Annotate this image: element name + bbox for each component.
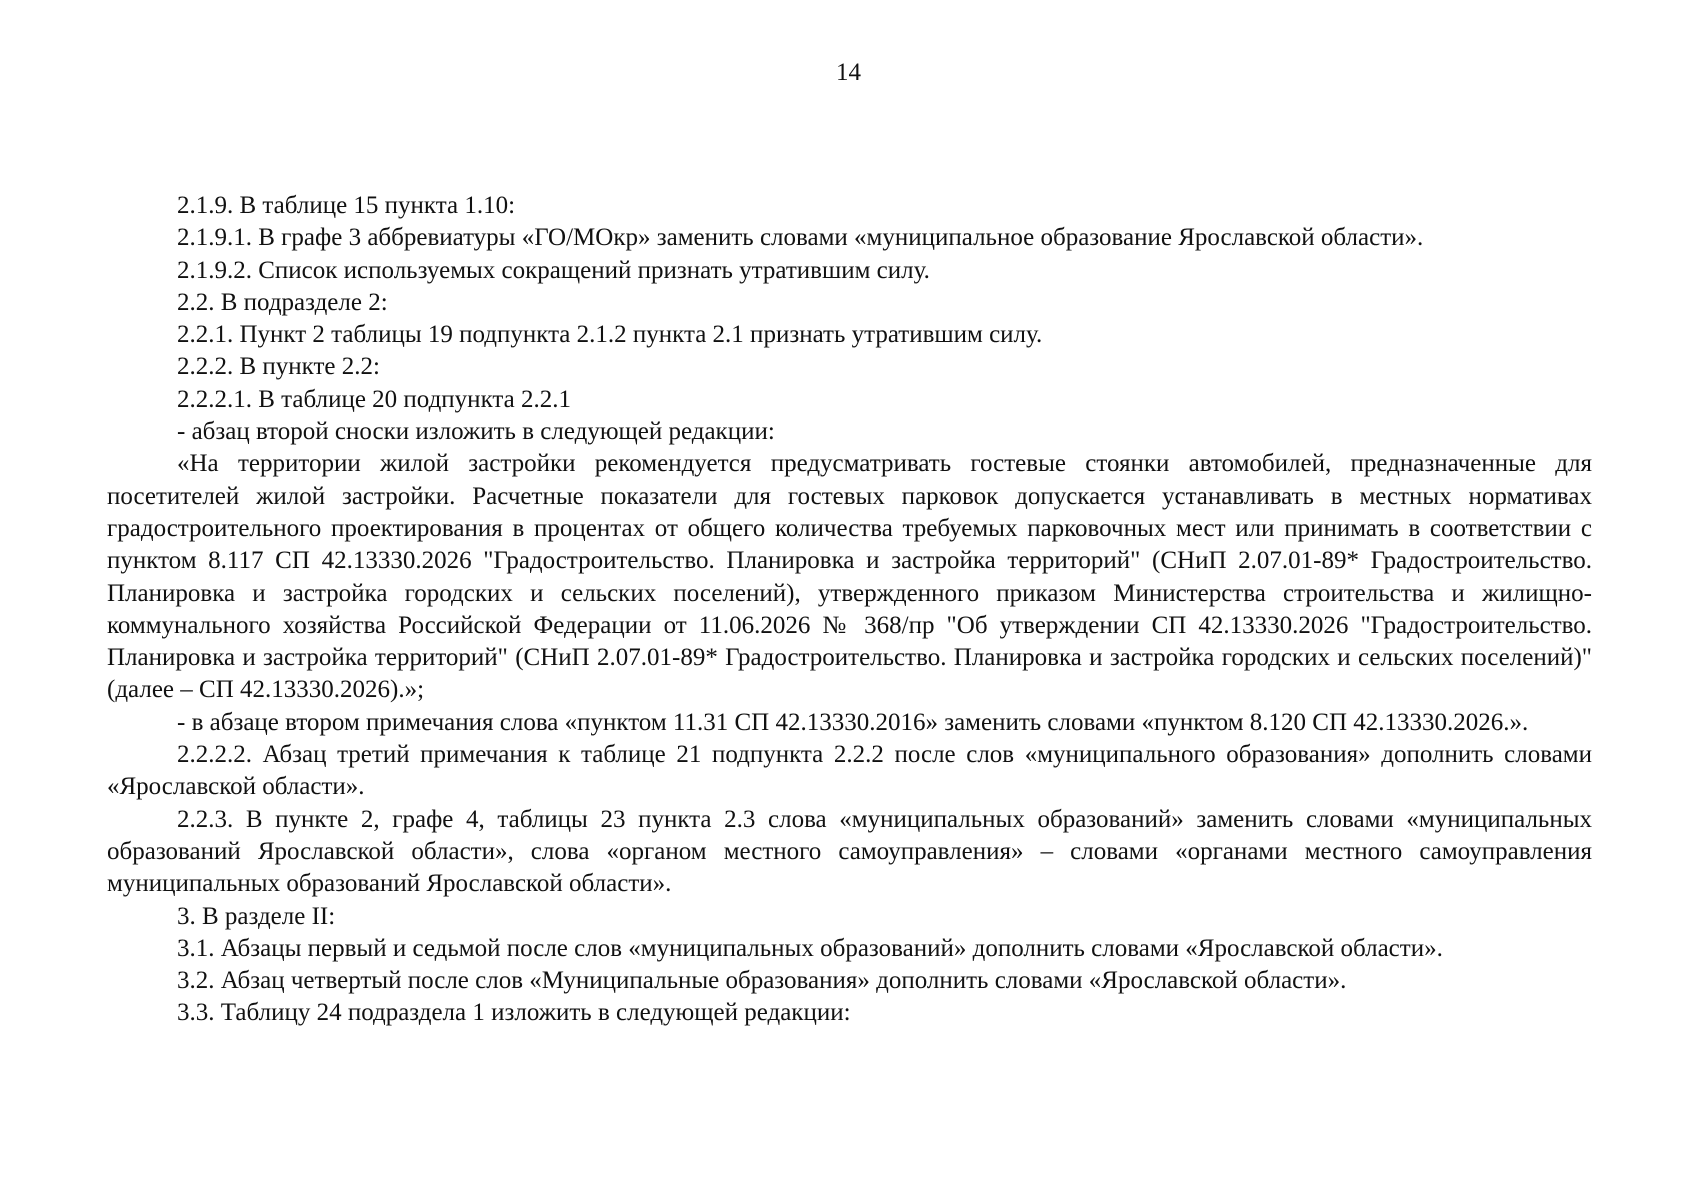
paragraph-note-replacement: - в абзаце втором примечания слова «пунктом 11.31 СП 42.13330.2016» заменить словами «пунктом 8.120 СП 42.13330.2026.».: [177, 708, 1529, 736]
paragraph-2-2-3: 2.2.3. В пункте 2, графе 4, таблицы 23 пункта 2.3 слова «муниципальных образований» заменить словами «муниципальных образований Ярославской области», слова «органом местного самоуправления» – словами «органами местного самоуправления муниципальных образований Ярославской области».: [107, 805, 1592, 898]
paragraph-2-2-1: 2.2.1. Пункт 2 таблицы 19 подпункта 2.1.2 пункта 2.1 признать утратившим силу.: [177, 321, 1043, 349]
paragraph-2-2-2: 2.2.2. В пункте 2.2:: [177, 353, 380, 381]
paragraph-2-2-2-1: 2.2.2.1. В таблице 20 подпункта 2.2.1: [177, 385, 571, 413]
paragraph-3-3: 3.3. Таблицу 24 подраздела 1 изложить в следующей редакции:: [177, 999, 851, 1027]
paragraph-2-2-2-2: 2.2.2.2. Абзац третий примечания к таблице 21 подпункта 2.2.2 после слов «муниципального образования» дополнить словами «Ярославской области».: [107, 741, 1592, 801]
page-number: 14: [836, 59, 861, 86]
paragraph-2-1-9-2: 2.1.9.2. Список используемых сокращений признать утратившим силу.: [177, 256, 930, 284]
document-body: [107, 190, 1592, 1030]
paragraph-footnote-text: «На территории жилой застройки рекомендуется предусматривать гостевые стоянки автомобилей, предназначенные для посетителей жилой застройки. Расчетные показатели для гостевых парковок допускается устанавливать в местных нормативах градостроительного проектирования в процентах от общего количества требуемых парковочных мест или принимать в соответствии с пунктом 8.117 СП 42.13330.2026 "Градостроительство. Планировка и застройка территорий" (СНиП 2.07.01-89* Градостроительство. Планировка и застройка городских и сельских поселений), утвержденного приказом Министерства строительства и жилищно-коммунального хозяйства Российской Федерации от 11.06.2026 № 368/пр "Об утверждении СП 42.13330.2026 "Градостроительство. Планировка и застройка территорий" (СНиП 2.07.01-89* Градостроительство. Планировка и застройка городских и сельских поселений)" (далее – СП 42.13330.2026).»;: [107, 450, 1592, 704]
paragraph-2-2: 2.2. В подразделе 2:: [177, 288, 388, 316]
paragraph-3-1: 3.1. Абзацы первый и седьмой после слов «муниципальных образований» дополнить словами «Ярославской области».: [177, 934, 1443, 962]
paragraph-2-1-9-1: 2.1.9.1. В графе 3 аббревиатуры «ГО/МОкр» заменить словами «муниципальное образование Ярославской области».: [177, 224, 1424, 252]
paragraph-2-1-9: 2.1.9. В таблице 15 пункта 1.10:: [177, 192, 516, 219]
paragraph-footnote-intro: - абзац второй сноски изложить в следующей редакции:: [177, 418, 775, 446]
paragraph-3-2: 3.2. Абзац четвертый после слов «Муниципальные образования» дополнить словами «Ярославской области».: [177, 967, 1347, 995]
paragraph-3: 3. В разделе II:: [177, 902, 336, 930]
